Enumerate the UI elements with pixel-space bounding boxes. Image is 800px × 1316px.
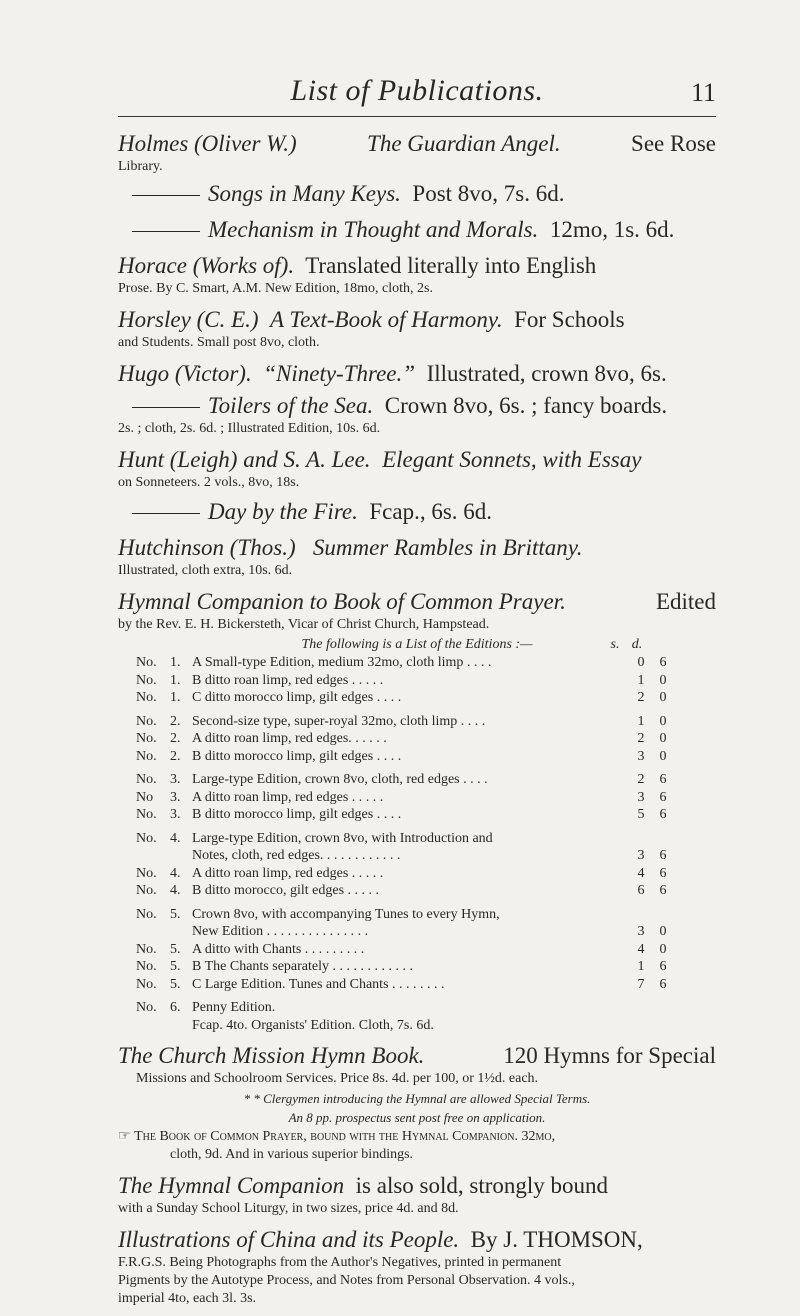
edition-number: 6. [170,1000,181,1015]
entry-details: on Sonneteers. 2 vols., 8vo, 18s. [118,475,300,490]
edition-description: A ditto with Chants . . . . . . . . . [192,941,365,957]
entry-rest: is also sold, strongly bound [355,1173,609,1198]
entry-details-3: imperial 4to, each 3l. 3s. [118,1291,257,1306]
ditto-dash [132,231,200,232]
entry-details: with a Sunday School Liturgy, in two sizes, price 4d. and 8d. [118,1201,459,1216]
edition-number: 4. [170,830,181,846]
edition-shillings: 1 [637,672,645,688]
editions-table [136,654,674,1034]
edition-shillings: 4 [637,941,645,957]
edition-no: No. [136,941,157,957]
edition-shillings: 3 [637,789,645,805]
entry-author: Holmes (Oliver W.) [118,131,297,156]
edition-shillings: 3 [637,924,645,939]
entry-title: Day by the Fire. [208,499,358,524]
pointing-hand-icon: ☞ [118,1129,131,1144]
entry-holmes [118,130,716,176]
edition-no: No. [136,655,157,670]
edition-number: 2. [170,748,181,764]
edition-no: No. [136,830,157,846]
edition-row [136,748,674,766]
entry-details-2: Pigments by the Autotype Process, and Notes from Personal Observation. 4 vols., [118,1273,575,1288]
edition-number: 3. [170,789,181,805]
edition-row [136,865,674,883]
edition-pence: 6 [659,959,667,974]
entry-mechanism [118,216,716,244]
edition-row-continued [136,1017,674,1035]
entry-author: Horace (Works of). [118,253,295,278]
edition-number: 5. [170,941,181,957]
edition-row [136,941,674,959]
entry-title: Illustrations of China and its People. [118,1227,460,1252]
edition-description-cont: Notes, cloth, red edges. . . . . . . . . . . . [192,848,401,863]
publication-list [118,130,716,1316]
edition-number: 4. [170,883,181,898]
entry-hymnal-companion [118,588,716,634]
edition-pence: 6 [659,976,667,992]
edition-pence: 6 [659,883,667,898]
entry-title: The Guardian Angel. [367,131,561,156]
edition-description: B ditto morocco, gilt edges . . . . . [192,883,380,898]
edition-row [136,689,674,707]
header-rule [118,116,716,117]
edition-description-cont: New Edition . . . . . . . . . . . . . . . [192,924,369,939]
edition-pence: 6 [659,848,667,863]
entry-title: The Hymnal Companion [118,1173,345,1198]
running-title: List of Publications. [290,74,544,107]
price-columns [604,636,648,654]
edition-description: Penny Edition. [192,1000,276,1015]
edition-shillings: 4 [637,865,645,881]
edition-pence: 0 [659,924,667,939]
entry-horsley [118,306,716,352]
edition-no: No. [136,731,157,746]
edition-description: C Large Edition. Tunes and Chants . . . . . . . . [192,976,445,992]
editions-heading-text: The following is a List of the Editions :— [301,637,533,652]
entry-author: Hutchinson (Thos.) [118,535,296,560]
entry-rest: Edited [655,589,716,614]
entry-details-1: F.R.G.S. Being Photographs from the Author's Negatives, printed in permanent [118,1255,562,1270]
entry-title: “Ninety-Three.” [263,361,416,386]
edition-no: No. [136,976,157,992]
edition-row [136,976,674,994]
edition-description: A ditto roan limp, red edges . . . . . [192,865,384,881]
edition-row [136,999,674,1017]
edition-description: B ditto morocco limp, gilt edges . . . . [192,807,402,822]
edition-number: 5. [170,959,181,974]
edition-pence: 6 [659,772,667,787]
entry-horace [118,252,716,298]
entry-title: Hymnal Companion to Book of Common Prayer. [118,589,566,614]
prayer-book-notice-cont: cloth, 9d. And in various superior bindings. [170,1147,414,1162]
edition-shillings: 1 [637,959,645,974]
edition-no: No. [136,959,157,974]
edition-no: No. [136,713,157,729]
edition-pence: 0 [659,672,667,688]
entry-author: Hugo (Victor). [118,361,252,386]
edition-row [136,654,674,672]
edition-description: B ditto roan limp, red edges . . . . . [192,672,384,688]
entry-rest: 120 Hymns for Special [503,1043,716,1068]
ditto-dash [132,513,200,514]
edition-row [136,958,674,976]
edition-no: No. [136,672,157,688]
entry-title: Elegant Sonnets, with Essay [382,447,642,472]
edition-row [136,830,674,848]
edition-pence [652,1017,674,1035]
edition-shillings: 3 [637,748,645,764]
edition-number: 2. [170,731,181,746]
clergy-note: * * Clergymen introducing the Hymnal are allowed Special Terms. [243,1091,591,1106]
entry-hunt [118,446,716,492]
edition-row [136,730,674,748]
edition-number: 3. [170,772,181,787]
edition-no: No. [136,772,157,787]
entry-title: Toilers of the Sea. [208,393,374,418]
edition-description: A ditto roan limp, red edges. . . . . . [192,731,387,746]
edition-no: No. [136,807,157,822]
edition-number: 1. [170,655,181,670]
entry-mission [118,1042,716,1164]
edition-number: 1. [170,690,181,705]
edition-description: C ditto morocco limp, gilt edges . . . . [192,690,402,705]
edition-no: No. [136,906,157,922]
entry-rest: Fcap., 6s. 6d. [369,499,493,524]
edition-shillings: 2 [637,690,645,705]
entry-hugo [118,360,716,388]
entry-hymnal-sold [118,1172,716,1218]
edition-shillings: 5 [637,807,645,822]
prospectus-note: An 8 pp. prospectus sent post free on application. [288,1110,546,1125]
edition-no: No. [136,865,157,881]
edition-no: No [136,789,154,805]
entry-rest: See Rose [631,131,716,156]
edition-description: Second-size type, super-royal 32mo, cloth limp . . . . [192,713,486,729]
edition-pence: 6 [659,865,667,881]
edition-shillings [630,1017,652,1035]
edition-description: Large-type Edition, crown 8vo, cloth, red edges . . . . [192,772,488,787]
edition-row [136,672,674,690]
entry-details: Illustrated, cloth extra, 10s. 6d. [118,563,293,578]
edition-description: A Small-type Edition, medium 32mo, cloth limp . . . . [192,655,492,670]
edition-description: B The Chants separately . . . . . . . . . . . . [192,959,413,974]
entry-toilers [118,392,716,438]
entry-rest: Illustrated, crown 8vo, 6s. [426,361,667,386]
col-shillings: s. [610,637,620,652]
entry-rest: Post 8vo, 7s. 6d. [412,181,565,206]
entry-china [118,1226,716,1308]
entry-title: A Text-Book of Harmony. [270,307,503,332]
edition-number: 1. [170,672,181,688]
edition-no: No. [136,690,157,705]
edition-row [136,771,674,789]
ditto-dash [132,407,200,408]
edition-no: No. [136,748,157,764]
entry-details: Missions and Schoolroom Services. Price 8s. 4d. per 100, or 1½d. each. [136,1071,539,1086]
edition-pence: 6 [659,807,667,822]
edition-pence: 6 [659,655,667,670]
edition-row-continued [136,923,674,941]
entry-details: and Students. Small post 8vo, cloth. [118,335,320,350]
col-pence: d. [631,637,643,652]
entry-title: Mechanism in Thought and Morals. [208,217,539,242]
edition-description: Crown 8vo, with accompanying Tunes to every Hymn, [192,906,500,922]
entry-hutchinson [118,534,716,580]
edition-number: 4. [170,865,181,881]
edition-pence: 0 [659,731,667,746]
edition-row-continued [136,847,674,865]
entry-rest: For Schools [514,307,625,332]
edition-row [136,789,674,807]
edition-row [136,906,674,924]
ditto-dash [132,195,200,196]
edition-shillings: 3 [637,848,645,863]
entry-author: Hunt (Leigh) and S. A. Lee. [118,447,371,472]
edition-shillings: 1 [637,713,645,729]
editions-heading [118,636,716,654]
page-number: 11 [690,78,716,107]
edition-no: No. [136,1000,157,1015]
edition-description-cont: Fcap. 4to. Organists' Edition. Cloth, 7s. 6d. [192,1017,434,1033]
edition-description: B ditto morocco limp, gilt edges . . . . [192,748,402,764]
edition-number: 5. [170,906,181,922]
entry-title: Summer Rambles in Brittany. [312,535,583,560]
entry-details: Prose. By C. Smart, A.M. New Edition, 18mo, cloth, 2s. [118,281,433,296]
entry-title: Songs in Many Keys. [208,181,401,206]
entry-rest: 12mo, 1s. 6d. [549,217,675,242]
edition-pence: 0 [659,748,667,764]
edition-number: 3. [170,807,181,822]
edition-row [136,882,674,900]
edition-shillings: 7 [637,976,645,992]
entry-rest: Crown 8vo, 6s. ; fancy boards. [384,393,668,418]
edition-pence: 6 [659,789,667,805]
edition-description: Large-type Edition, crown 8vo, with Introduction and [192,830,493,846]
edition-row [136,713,674,731]
edition-shillings: 2 [637,731,645,746]
entry-details: by the Rev. E. H. Bickersteth, Vicar of Christ Church, Hampstead. [118,617,490,632]
edition-number: 5. [170,976,181,992]
edition-no: No. [136,883,157,898]
entry-author: Horsley (C. E.) [118,307,259,332]
entry-songs [118,180,716,208]
entry-details: Library. [118,159,163,174]
edition-pence: 0 [659,713,667,729]
edition-row [136,806,674,824]
edition-pence: 0 [659,690,667,705]
entry-rest: Translated literally into English [305,253,597,278]
entry-rest: By J. THOMSON, [470,1227,643,1252]
edition-shillings: 2 [637,772,645,787]
entry-details: 2s. ; cloth, 2s. 6d. ; Illustrated Edition, 10s. 6d. [118,421,381,436]
entry-day-by-fire [118,498,716,526]
entry-title: The Church Mission Hymn Book. [118,1043,425,1068]
edition-number: 2. [170,713,181,729]
edition-pence: 0 [659,941,667,957]
prayer-book-notice: The Book of Common Prayer, bound with the Hymnal Companion. 32mo, [134,1129,556,1144]
edition-shillings: 6 [637,883,645,898]
edition-shillings: 0 [637,655,645,670]
edition-description: A ditto roan limp, red edges . . . . . [192,789,384,805]
